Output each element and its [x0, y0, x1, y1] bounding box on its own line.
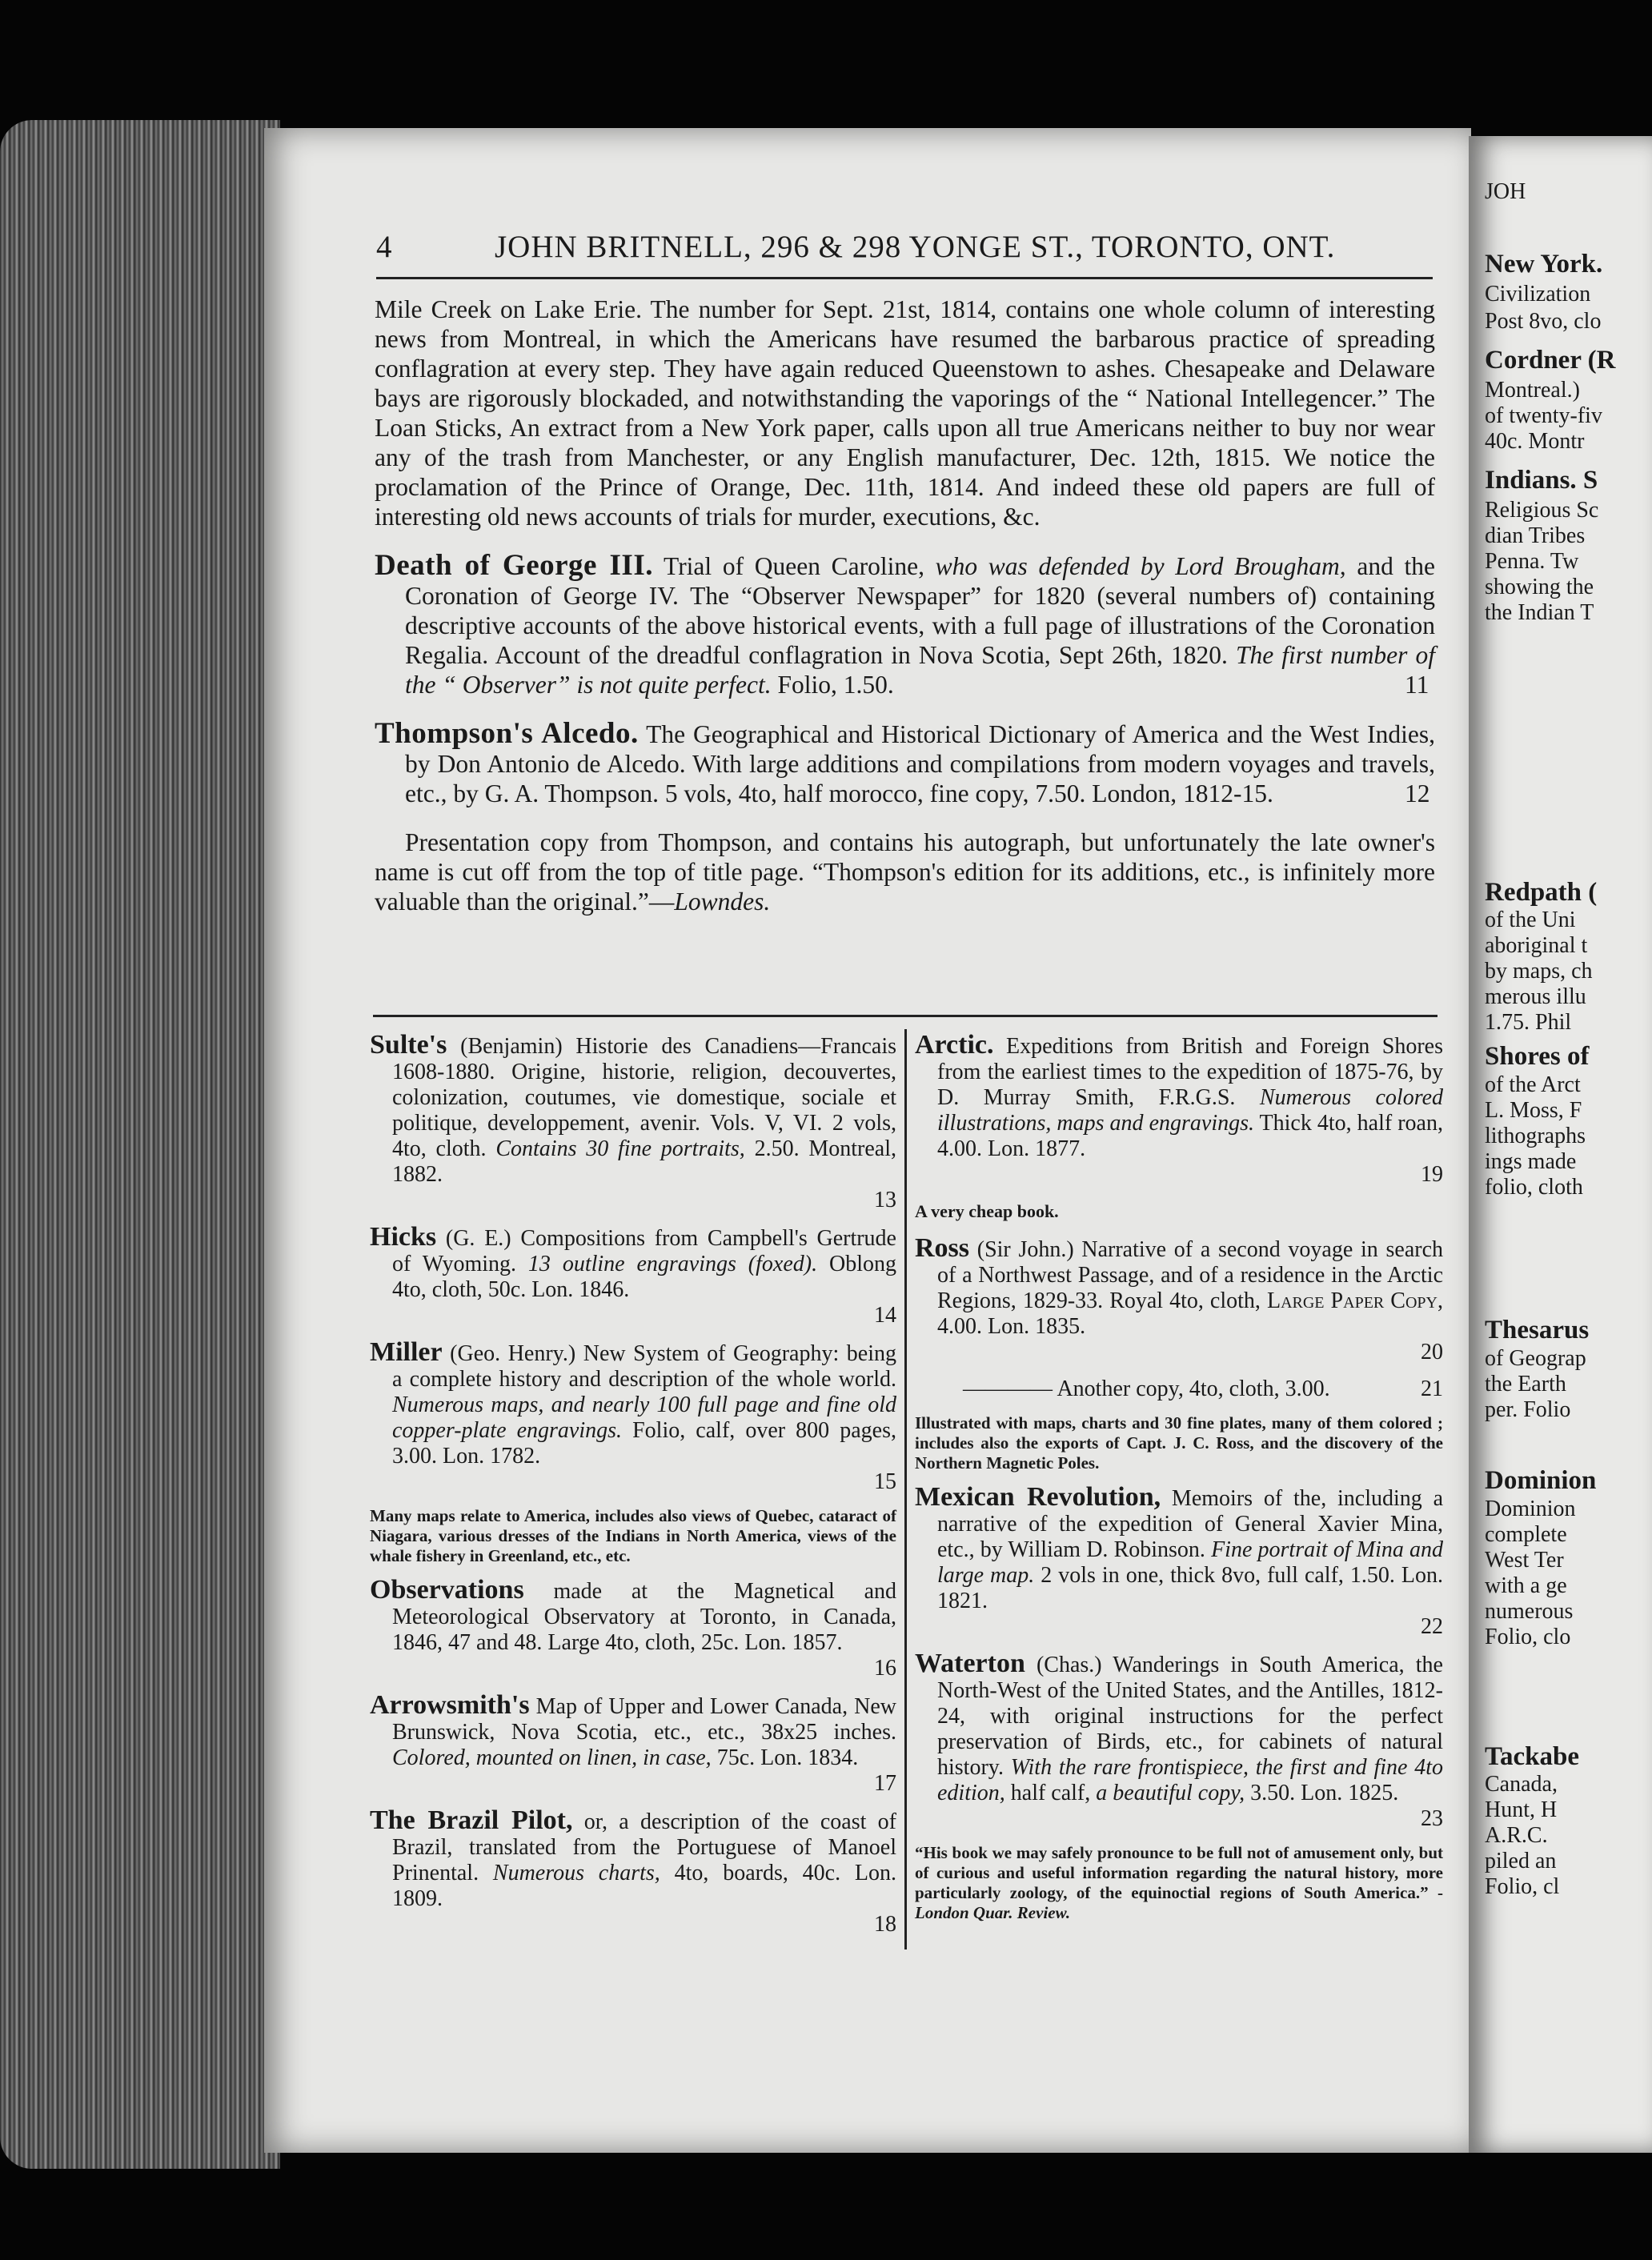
entry-number: 16 — [874, 1656, 896, 1681]
entry-number: 15 — [874, 1469, 896, 1494]
right-column — [915, 1032, 1443, 1934]
next-page-line: the Indian T — [1485, 600, 1594, 625]
presentation-note: Presentation copy from Thompson, and contains his autograph, but unfortunately the late owner's name is cut off from the top of title page. “Thompson's edition for its additions, etc., is infinitely more valuable than the original.”—Lowndes. — [375, 828, 1435, 916]
header-rule — [376, 277, 1433, 279]
next-page-line: Religious Sc — [1485, 498, 1599, 523]
cheap-note: A very cheap book. — [915, 1201, 1059, 1221]
left-column — [370, 1032, 896, 1949]
waterton-quote: “His book we may safely pronounce to be full not of amusement only, but of curious and useful information regarding the natural history, more particularly zoology, of the equinoctial regions of South America.” - London Quar. Review. — [915, 1843, 1443, 1922]
next-page-line: the Earth — [1485, 1372, 1566, 1396]
next-page-edge — [1469, 136, 1652, 2153]
next-page-line: Montreal.) — [1485, 378, 1580, 403]
entry-thompsons-alcedo: Thompson's Alcedo. The Geographical and Historical Dictionary of America and the West Indies, by Don Antonio de Alcedo. With large additions and compilations from modern voyages and travels, etc., by G. A. Thompson. 5 vols, 4to, half morocco, fine copy, 7.50. London, 1812-15. 12 — [375, 717, 1435, 807]
next-page-line: Thesarus — [1485, 1316, 1590, 1344]
next-page-line: Civilization — [1485, 282, 1591, 307]
next-page-line: piled an — [1485, 1849, 1557, 1873]
entry-sulte: Sulte's (Benjamin) Historie des Canadiens—Francais 1608-1880. Origine, historie, religion, decouvertes, colonization, coutumes, vie domestique, sociale et politique, developpement, avenir. Vols. V, VI. 2 vols, 4to, cloth. Contains 30 fine portraits, 2.50. Montreal, 1882. 13 — [370, 1030, 897, 1212]
next-page-line: of the Arct — [1485, 1072, 1581, 1097]
next-page-line: Post 8vo, clo — [1485, 309, 1602, 334]
next-page-line: A.R.C. — [1485, 1823, 1548, 1848]
next-page-line: Folio, clo — [1485, 1625, 1571, 1649]
next-page-line: Cordner (R — [1485, 346, 1616, 375]
next-page-line: with a ge — [1485, 1573, 1567, 1598]
section-rule — [373, 1015, 1437, 1017]
next-page-line: Shores of — [1485, 1042, 1590, 1071]
entry-number: 20 — [1421, 1340, 1443, 1364]
next-page-line: Penna. Tw — [1485, 549, 1579, 574]
entry-arrowsmith: Arrowsmith's Map of Upper and Lower Canada, New Brunswick, Nova Scotia, etc., etc., 38x25 inches. Colored, mounted on linen, in case, 75c. Lon. 1834. 17 — [370, 1690, 896, 1796]
entry-miller: Miller (Geo. Henry.) New System of Geography: being a complete history and description of the whole world. Numerous maps, and nearly 100 full page and fine old copper-plate engravings. Folio, calf, over 800 pages, 3.00. Lon. 1782. 15 — [370, 1337, 896, 1494]
intro-paragraph: Mile Creek on Lake Erie. The number for Sept. 21st, 1814, contains one whole column of interesting news from Montreal, in which the Americans have resumed the barbarous practice of spreading conflagration at every step. They have again reduced Queenstown to ashes. Chesapeake and Delaware bays are rigorously blockaded, and notwithstanding the vaporings of the “ National Intellegencer.” The Loan Sticks, An extract from a New York paper, calls upon all true Americans neither to buy nor wear any of the trash from Manchester, or any English manufacturer, Dec. 12th, 1815. We notice the proclamation of the Prince of Orange, Dec. 11th, 1814. And indeed these old papers are full of interesting old news accounts of trials for murder, executions, &c. — [375, 295, 1435, 531]
entry-heading: Death of George III. — [375, 549, 653, 582]
next-page-line: of the Uni — [1485, 908, 1576, 932]
entry-mexican-revolution: Mexican Revolution, Memoirs of the, including a narrative of the expedition of General Xavier Mina, etc., by William D. Robinson. Fine portrait of Mina and large map. 2 vols in one, thick 8vo, full calf, 1.50. Lon. 1821. 22 — [915, 1482, 1444, 1639]
next-page-line: merous illu — [1485, 984, 1586, 1009]
entry-number: 19 — [1421, 1162, 1443, 1187]
next-page-line: numerous — [1485, 1599, 1574, 1624]
entry-number: 23 — [1421, 1806, 1443, 1831]
entry-death-of-george: Death of George III. Trial of Queen Caroline, who was defended by Lord Brougham, and the Coronation of George IV. The “Observer Newspaper” for 1820 (several numbers of) containing descriptive accounts of the above historical events, with a full page of illustrations of the Coronation Regalia. Account of the dreadful conflagration in Nova Scotia, Sept 26th, 1820. The first number of the “ Observer” is not quite perfect. Folio, 1.50. 11 — [375, 549, 1435, 699]
entry-another-copy: ———— Another copy, 4to, cloth, 3.00. 21 — [963, 1376, 1443, 1401]
entry-number: 22 — [1421, 1614, 1443, 1639]
next-page-line: lithographs — [1485, 1124, 1586, 1148]
next-page-line: aboriginal t — [1485, 933, 1588, 958]
next-page-line: Tackabe — [1485, 1742, 1579, 1771]
next-page-line: showing the — [1485, 575, 1594, 599]
next-page-line: Dominion — [1485, 1497, 1576, 1521]
next-page-line: 40c. Montr — [1485, 429, 1585, 454]
next-page-line: L. Moss, F — [1485, 1098, 1582, 1123]
entry-number: 13 — [874, 1188, 896, 1212]
next-page-line: Hunt, H — [1485, 1797, 1558, 1822]
entry-waterton: Waterton (Chas.) Wanderings in South America, the North-West of the United States, and the Antilles, 1812-24, with original instructions for the perfect preservation of Birds, etc., for cabinets of natural history. With the rare frontispiece, the first and fine 4to edition, half calf, a beautiful copy, 3.50. Lon. 1825. 23 — [915, 1649, 1443, 1831]
entry-number: 21 — [1421, 1376, 1443, 1401]
next-page-line: West Ter — [1485, 1548, 1564, 1573]
ross-note: Illustrated with maps, charts and 30 fine plates, many of them colored ; includes also the exports of Capt. J. C. Ross, and the discovery of the Northern Magnetic Poles. — [915, 1413, 1443, 1473]
entry-brazil-pilot: The Brazil Pilot, or, a description of the coast of Brazil, translated from the Portuguese of Manoel Prinental. Numerous charts, 4to, boards, 40c. Lon. 1809. 18 — [370, 1805, 896, 1937]
next-page-line: Redpath ( — [1485, 878, 1598, 907]
entry-heading: Thompson's Alcedo. — [375, 717, 639, 750]
next-page-line: folio, cloth — [1485, 1175, 1583, 1200]
next-page-line: Dominion — [1485, 1466, 1597, 1495]
next-page-line: per. Folio — [1485, 1397, 1571, 1422]
entry-arctic: Arctic. Expeditions from British and Foreign Shores from the earliest times to the expedition of 1875-76, by D. Murray Smith, F.R.G.S. Numerous colored illustrations, maps and engravings. Thick 4to, half roan, 4.00. Lon. 1877. 19 — [915, 1030, 1443, 1187]
next-page-line: Indians. S — [1485, 466, 1598, 495]
next-page-line: by maps, ch — [1485, 959, 1593, 984]
column-divider — [904, 1029, 907, 1949]
next-page-line: Folio, cl — [1485, 1874, 1560, 1899]
next-page-line: JOH — [1485, 179, 1526, 204]
entry-number: 18 — [874, 1912, 896, 1937]
next-page-line: New York. — [1485, 250, 1603, 278]
next-page-line: 1.75. Phil — [1485, 1010, 1572, 1035]
miller-note: Many maps relate to America, includes also views of Quebec, cataract of Niagara, various dresses of the Indians in North America, views of the whale fishery in Greenland, etc., etc. — [370, 1506, 896, 1565]
entry-number: 17 — [874, 1771, 896, 1796]
next-page-line: ings made — [1485, 1149, 1577, 1174]
book-page-edges — [0, 120, 280, 2169]
next-page-line: of Geograp — [1485, 1346, 1586, 1371]
entry-ross: Ross (Sir John.) Narrative of a second voyage in search of a Northwest Passage, and of a residence in the Arctic Regions, 1829-33. Royal 4to, cloth, Large Paper Copy, 4.00. Lon. 1835. 20 — [915, 1233, 1443, 1364]
next-page-line: of twenty-fiv — [1485, 403, 1602, 428]
page-number: 4 — [376, 230, 393, 264]
page-header-title: JOHN BRITNELL, 296 & 298 YONGE ST., TORONTO, ONT. — [495, 230, 1336, 264]
entry-number: 14 — [874, 1303, 896, 1328]
next-page-line: complete — [1485, 1522, 1567, 1547]
entry-hicks: Hicks (G. E.) Compositions from Campbell's Gertrude of Wyoming. 13 outline engravings (foxed). Oblong 4to, cloth, 50c. Lon. 1846. 14 — [370, 1222, 896, 1328]
next-page-line: Canada, — [1485, 1772, 1558, 1797]
page-header — [376, 229, 1433, 269]
entry-observations: Observations made at the Magnetical and Meteorological Observatory at Toronto, in Canada, 1846, 47 and 48. Large 4to, cloth, 25c. Lon. 1857. 16 — [370, 1575, 896, 1681]
next-page-line: dian Tribes — [1485, 523, 1586, 548]
top-section — [375, 295, 1435, 916]
